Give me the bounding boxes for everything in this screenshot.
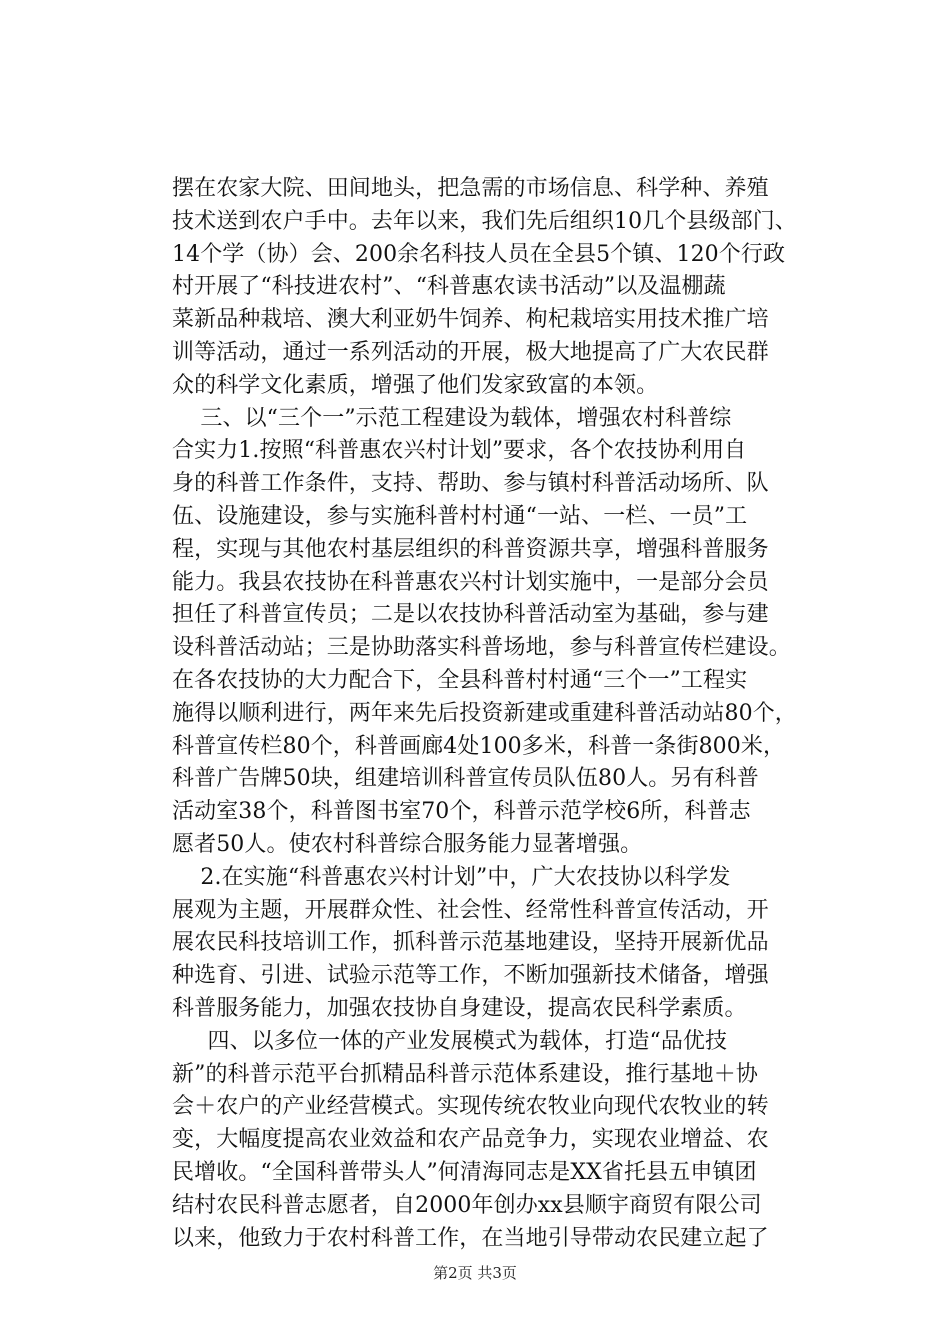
text-line: 设科普活动站；三是协助落实科普场地，参与科普宣传栏建设。 [172,635,791,661]
text-line: 在各农技协的大力配合下，全县科普村村通“三个一”工程实 [172,667,748,693]
text-line: 身的科普工作条件，支持、帮助、参与镇村科普活动场所、队 [172,471,769,497]
text-line: 展观为主题，开展群众性、社会性、经常性科普宣传活动，开 [172,897,769,923]
document-body [172,173,832,1255]
text-line: 能力。我县农技协在科普惠农兴村计划实施中，一是部分会员 [172,569,769,595]
text-line: 合实力1.按照“科普惠农兴村计划”要求，各个农技协利用自 [172,438,747,464]
text-line: 摆在农家大院、田间地头，把急需的市场信息、科学种、养殖 [172,176,769,201]
text-line: 以来，他致力于农村科普工作，在当地引导带动农民建立起了 [172,1225,769,1251]
text-line: 伍、设施建设，参与实施科普村村通“一站、一栏、一员”工 [172,503,748,529]
page-number-footer: 第2页 共3页 [433,1264,517,1282]
text-line: 村开展了“科技进农村”、“科普惠农读书活动”以及温棚蔬 [172,274,726,300]
text-line: 程，实现与其他农村基层组织的科普资源共享，增强科普服务 [172,536,769,562]
text-line: 新”的科普示范平台抓精品科普示范体系建设，推行基地＋协 [172,1061,758,1087]
text-line: 三、以“三个一”示范工程建设为载体，增强农村科普综 [172,405,732,431]
text-line: 施得以顺利进行，两年来先后投资新建或重建科普活动站80个， [172,700,797,726]
text-line: 会＋农户的产业经营模式。实现传统农牧业向现代农牧业的转 [172,1094,769,1120]
text-line: 科普宣传栏80个，科普画廊4处100多米，科普一条街800米， [172,733,786,759]
text-line: 民增收。“全国科普带头人”何清海同志是XX省托县五申镇团 [172,1159,757,1185]
text-line: 技术送到农户手中。去年以来，我们先后组织10几个县级部门、 [172,208,797,234]
text-line: 展农民科技培训工作，抓科普示范基地建设，坚持开展新优品 [172,930,769,956]
text-line: 14个学（协）会、200余名科技人员在全县5个镇、120个行政 [172,241,786,267]
text-line: 种选育、引进、试验示范等工作，不断加强新技术储备，增强 [172,963,769,989]
text-line: 结村农民科普志愿者，自2000年创办xx县顺宇商贸有限公司 [172,1192,762,1218]
text-line: 众的科学文化素质，增强了他们发家致富的本领。 [172,372,659,398]
text-line: 愿者50人。使农村科普综合服务能力显著增强。 [172,831,643,857]
text-line: 活动室38个，科普图书室70个，科普示范学校6所，科普志 [172,799,751,825]
text-line: 2.在实施“科普惠农兴村计划”中，广大农技协以科学发 [172,864,731,890]
text-line: 担任了科普宣传员；二是以农技协科普活动室为基础，参与建 [172,602,769,628]
text-line: 变，大幅度提高农业效益和农产品竞争力，实现农业增益、农 [172,1127,769,1153]
text-line: 科普服务能力，加强农技协自身建设，提高农民科学素质。 [172,995,747,1021]
text-line: 四、以多位一体的产业发展模式为载体，打造“品优技 [172,1028,728,1054]
text-line: 训等活动，通过一系列活动的开展，极大地提高了广大农民群 [172,339,769,365]
text-line: 菜新品种栽培、澳大利亚奶牛饲养、枸杞栽培实用技术推广培 [172,307,769,333]
text-line: 科普广告牌50块，组建培训科普宣传员队伍80人。另有科普 [172,766,759,792]
